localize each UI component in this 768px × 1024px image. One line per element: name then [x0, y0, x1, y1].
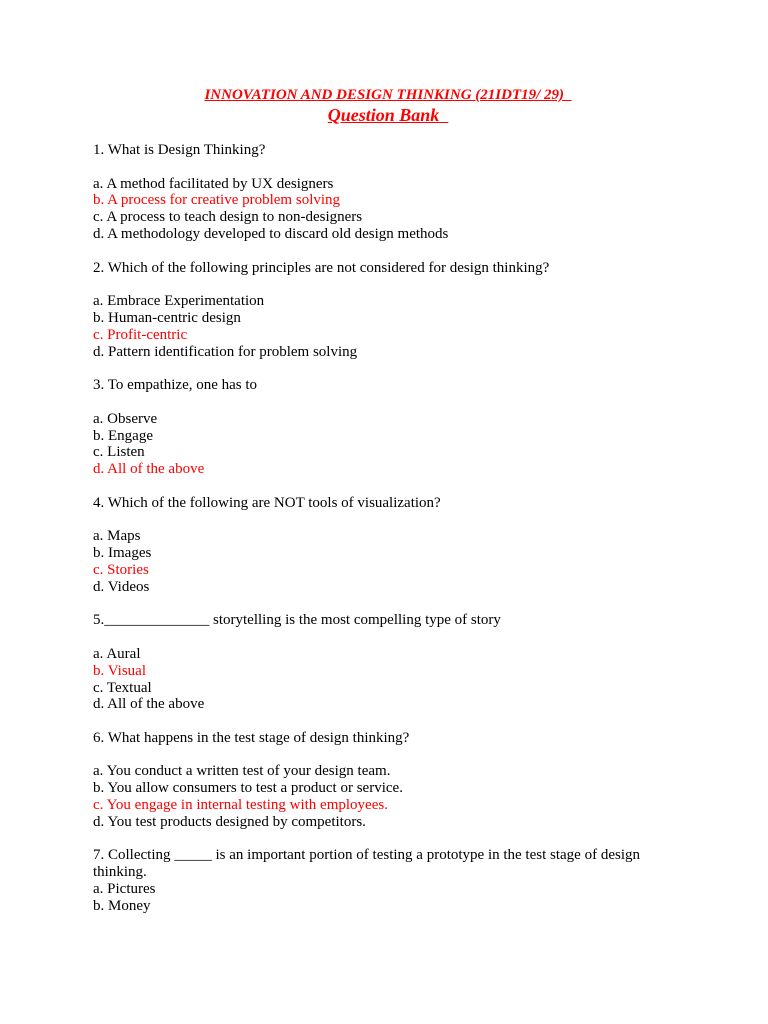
- answer-options: [93, 881, 673, 915]
- correct-answer-option: b. A process for creative problem solving: [93, 192, 341, 209]
- answer-option: a. Observe: [93, 410, 158, 427]
- answer-option: a. Embrace Experimentation: [93, 293, 265, 310]
- question-text: 5.______________ storytelling is the most compelling type of story: [93, 612, 501, 629]
- question-block: [93, 142, 673, 243]
- answer-option: d. Videos: [93, 578, 150, 595]
- answer-option: a. Aural: [93, 645, 141, 662]
- answer-options: [93, 176, 673, 243]
- answer-option: d. You test products designed by competitors.: [93, 813, 366, 830]
- question-block: [93, 612, 673, 713]
- document-title: INNOVATION AND DESIGN THINKING (21IDT19/ 29): [204, 87, 572, 103]
- answer-options: [93, 528, 673, 595]
- answer-options: [93, 411, 673, 478]
- question-block: [93, 495, 673, 596]
- answer-option: a. A method facilitated by UX designers: [93, 175, 334, 192]
- answer-options: [93, 763, 673, 830]
- question-text: 4. Which of the following are NOT tools of visualization?: [93, 494, 441, 511]
- answer-option: c. Listen: [93, 444, 145, 461]
- correct-answer-option: c. You engage in internal testing with employees.: [93, 797, 388, 814]
- answer-option: d. A methodology developed to discard old design methods: [93, 225, 449, 242]
- answer-option: a. You conduct a written test of your design team.: [93, 763, 391, 780]
- correct-answer-option: c. Profit-centric: [93, 326, 188, 343]
- question-text: 2. Which of the following principles are not considered for design thinking?: [93, 259, 550, 276]
- question-block: [93, 377, 673, 478]
- answer-option: c. A process to teach design to non-designers: [93, 209, 363, 226]
- answer-option: b. Engage: [93, 427, 153, 444]
- answer-option: b. Human-centric design: [93, 309, 241, 326]
- question-block: [93, 847, 673, 914]
- question-block: [93, 730, 673, 831]
- answer-option: c. Textual: [93, 679, 152, 696]
- correct-answer-option: b. Visual: [93, 662, 146, 679]
- answer-option: b. You allow consumers to test a product or service.: [93, 780, 403, 797]
- answer-option: a. Maps: [93, 528, 141, 545]
- correct-answer-option: c. Stories: [93, 561, 149, 578]
- answer-option: d. Pattern identification for problem solving: [93, 343, 358, 360]
- question-text: 6. What happens in the test stage of design thinking?: [93, 729, 410, 746]
- question-text: 1. What is Design Thinking?: [93, 142, 266, 158]
- correct-answer-option: d. All of the above: [93, 461, 205, 478]
- answer-option: a. Pictures: [93, 881, 156, 898]
- answer-option: b. Images: [93, 545, 152, 562]
- answer-option: b. Money: [93, 897, 151, 914]
- answer-options: [93, 646, 673, 713]
- answer-options: [93, 293, 673, 360]
- question-text: 7. Collecting _____ is an important portion of testing a prototype in the test stage of design thinking.: [93, 847, 640, 881]
- question-block: [93, 260, 673, 361]
- answer-option: d. All of the above: [93, 696, 205, 713]
- question-list: [93, 142, 673, 931]
- question-text: 3. To empathize, one has to: [93, 377, 258, 394]
- document-subtitle: Question Bank: [327, 105, 449, 125]
